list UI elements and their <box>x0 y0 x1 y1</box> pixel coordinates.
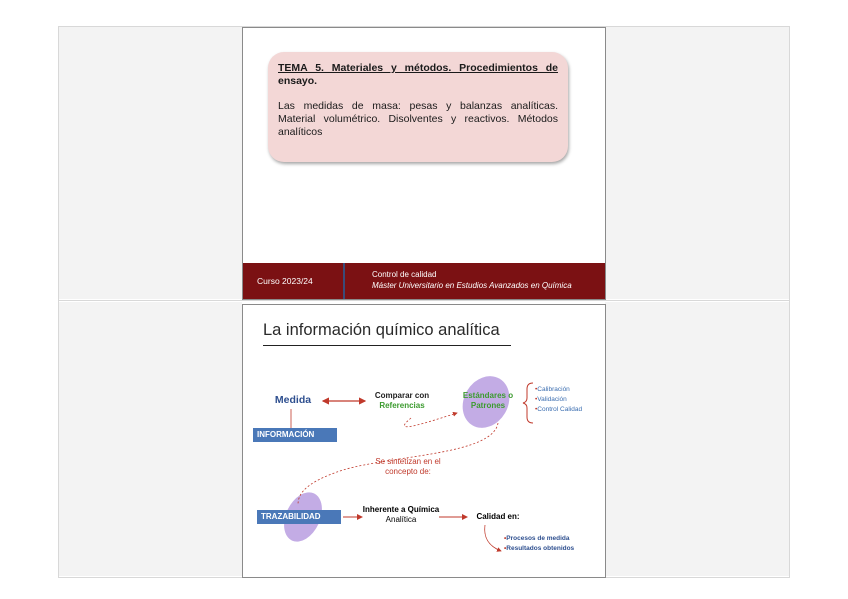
estandares-line2: Patrones <box>470 401 506 410</box>
estandares-label <box>453 391 523 411</box>
row1-left-cell <box>58 27 242 299</box>
sintetizan-line2: concepto de: <box>385 467 431 476</box>
slide-footer <box>243 263 605 299</box>
inherente-line1: Inherente a Química <box>362 505 440 514</box>
footer-subject <box>372 269 572 291</box>
tema-box <box>268 52 568 162</box>
sintetizan-label <box>363 457 453 477</box>
bullet-text: Procesos de medida <box>506 535 570 542</box>
calidad-label: Calidad en: <box>476 512 520 521</box>
slide-2-title: La información químico analítica <box>263 321 500 339</box>
bullet-item: •Control Calidad <box>535 406 583 413</box>
inherente-line2: Analítica <box>385 515 417 524</box>
estandares-line1: Estándares o <box>462 391 514 400</box>
tema-title-rest: ensayo. <box>278 75 318 87</box>
footer-course: Curso 2023/24 <box>257 276 313 286</box>
bullet-item: •Validación <box>535 396 567 403</box>
comparar-line2: Referencias <box>379 401 425 410</box>
col-divider-left <box>58 26 59 578</box>
footer-separator <box>343 263 345 299</box>
bullet-text: Resultados obtenidos <box>506 545 575 552</box>
bullet-item: •Calibración <box>535 386 570 393</box>
tema-title-underlined: TEMA 5. Materiales y métodos. Procedimientos de <box>278 62 558 74</box>
footer-subject-program: Máster Universitario en Estudios Avanzados en Química <box>372 281 572 290</box>
bullet-text: Calibración <box>537 386 570 393</box>
bullet-item: •Resultados obtenidos <box>504 545 575 552</box>
tema-title <box>278 62 558 88</box>
medida-label: Medida <box>274 394 312 406</box>
bullet-item: •Procesos de medida <box>504 535 570 542</box>
informacion-label: INFORMACIÓN <box>253 428 337 442</box>
comparar-line1: Comparar con <box>374 391 430 400</box>
row1-right-cell <box>605 27 789 299</box>
sintetizan-line1: Se sintetizan en el <box>375 457 441 466</box>
bullets-brace <box>523 383 533 423</box>
bullet-text: Control Calidad <box>537 406 583 413</box>
slide-2-thumbnail[interactable] <box>242 304 606 578</box>
footer-subject-title: Control de calidad <box>372 270 437 279</box>
calidad-bullets-curve <box>485 525 501 551</box>
row-divider-middle <box>58 300 790 301</box>
bullet-text: Validación <box>537 396 567 403</box>
trazabilidad-label: TRAZABILIDAD <box>257 510 341 524</box>
row2-left-cell <box>58 302 242 576</box>
comparar-label <box>367 391 437 411</box>
referencias-patrones-curve <box>404 413 457 427</box>
inherente-label <box>361 505 441 525</box>
col-divider-right <box>789 26 790 578</box>
tema-body: Las medidas de masa: pesas y balanzas analíticas. Material volumétrico. Disolventes y reactivos. Métodos analíticos <box>278 100 558 138</box>
slide-1-thumbnail[interactable] <box>242 27 606 300</box>
top-bullet-list <box>535 385 582 415</box>
row2-right-cell <box>605 302 789 576</box>
bottom-bullet-list <box>504 534 574 554</box>
